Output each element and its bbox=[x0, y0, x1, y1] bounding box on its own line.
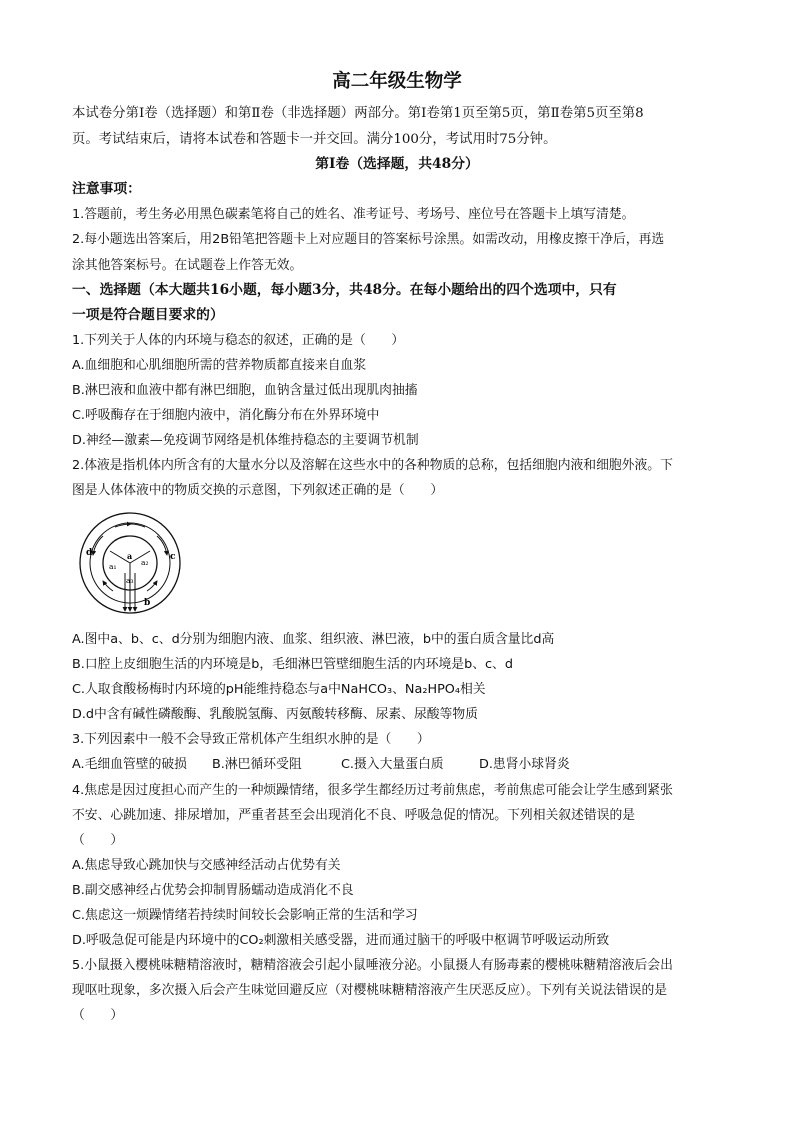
q1-stem: 1.下列关于人体的内环境与稳态的叙述，正确的是（ ） bbox=[72, 333, 405, 348]
section1-heading-cont: 一项是符合题目要求的） bbox=[72, 307, 224, 323]
q4-stem-3: （ ） bbox=[72, 833, 124, 848]
notice-1: 1.答题前，考生务必用黑色碳素笔将自己的姓名、准考证号、考场号、座位号在答题卡上填写清楚。 bbox=[72, 207, 635, 222]
label-a3: a₃ bbox=[126, 576, 134, 585]
q2-stem-1: 2.体液是指机体内所含有的大量水分以及溶解在这些水中的各种物质的总称，包括细胞内液和细胞外液。下 bbox=[72, 458, 673, 473]
q4-option-c: C.焦虑这一烦躁情绪若持续时间较长会影响正常的生活和学习 bbox=[72, 908, 418, 923]
q1-option-d: D.神经—激素—免疫调节网络是机体维持稳态的主要调节机制 bbox=[72, 433, 419, 448]
q3-stem: 3.下列因素中一般不会导致正常机体产生组织水肿的是（ ） bbox=[72, 732, 430, 747]
q2-option-c: C.人取食酸杨梅时内环境的pH能维持稳态与a中NaHCO₃、Na₂HPO₄相关 bbox=[72, 682, 486, 697]
q1-option-a: A.血细胞和心肌细胞所需的营养物质都直接来自血浆 bbox=[72, 358, 367, 373]
q2-option-a: A.图中a、b、c、d分别为细胞内液、血浆、组织液、淋巴液，b中的蛋白质含量比d高 bbox=[72, 632, 555, 647]
q3-option-a: A.毛细血管壁的破损 bbox=[72, 757, 187, 772]
notice-heading: 注意事项： bbox=[72, 181, 141, 197]
label-a2: a₂ bbox=[141, 558, 149, 567]
page-title: 高二年级生物学 bbox=[332, 71, 462, 92]
q3-option-b: B.淋巴循环受阻 bbox=[212, 757, 302, 772]
label-a1: a₁ bbox=[109, 562, 117, 571]
q1-option-b: B.淋巴液和血液中都有淋巴细胞，血钠含量过低出现肌肉抽搐 bbox=[72, 383, 418, 398]
part1-heading: 第Ⅰ卷（选择题，共48分） bbox=[315, 156, 479, 172]
q4-option-b: B.副交感神经占优势会抑制胃肠蠕动造成消化不良 bbox=[72, 883, 354, 898]
q3-option-d: D.患肾小球肾炎 bbox=[479, 757, 570, 772]
q2-stem-2: 图是人体体液中的物质交换的示意图，下列叙述正确的是（ ） bbox=[72, 483, 444, 498]
label-b: b bbox=[144, 598, 151, 608]
label-d: d bbox=[86, 548, 93, 558]
label-a: a bbox=[127, 551, 133, 561]
q4-option-a: A.焦虑导致心跳加快与交感神经活动占优势有关 bbox=[72, 858, 341, 873]
q5-stem-1: 5.小鼠摄入樱桃味糖精溶液时，糖精溶液会引起小鼠唾液分泌。小鼠摄人有肠毒素的樱桃味糖精溶液后会出 bbox=[72, 958, 673, 973]
q5-stem-2: 现呕吐现象，多次摄入后会产生味觉回避反应（对樱桃味糖精溶液产生厌恶反应）。下列有关说法错误的是 bbox=[72, 983, 668, 998]
q4-stem-2: 不安、心跳加速、排尿增加，严重者甚至会出现消化不良、呼吸急促的情况。下列相关叙述错误的是 bbox=[72, 808, 636, 823]
notice-2: 2.每小题选出答案后，用2B铅笔把答题卡上对应题目的答案标号涂黑。如需改动，用橡皮擦干净后，再选 bbox=[72, 232, 665, 247]
q2-option-b: B.口腔上皮细胞生活的内环境是b，毛细淋巴管壁细胞生活的内环境是b、c、d bbox=[72, 657, 513, 672]
section1-heading: 一、选择题（本大题共16小题，每小题3分，共48分。在每小题给出的四个选项中，只有 bbox=[72, 282, 617, 298]
intro-line-2: 页。考试结束后，请将本试卷和答题卡一并交回。满分100分，考试用时75分钟。 bbox=[72, 132, 557, 147]
q3-options bbox=[72, 755, 724, 774]
q4-option-d: D.呼吸急促可能是内环境中的CO₂刺激相关感受器，进而通过脑干的呼吸中枢调节呼吸运动所致 bbox=[72, 933, 610, 948]
q5-stem-3: （ ） bbox=[72, 1008, 124, 1023]
body-fluid-exchange-diagram bbox=[73, 511, 187, 615]
q2-option-d: D.d中含有碱性磷酸酶、乳酸脱氢酶、丙氨酸转移酶、尿素、尿酸等物质 bbox=[72, 707, 478, 722]
q1-option-c: C.呼吸酶存在于细胞内液中，消化酶分布在外界环境中 bbox=[72, 408, 380, 423]
q3-option-c: C.摄入大量蛋白质 bbox=[341, 757, 444, 772]
notice-2-cont: 涂其他答案标号。在试题卷上作答无效。 bbox=[72, 258, 303, 273]
label-c: c bbox=[170, 552, 176, 562]
q4-stem-1: 4.焦虑是因过度担心而产生的一种烦躁情绪，很多学生都经历过考前焦虑，考前焦虑可能会让学生感到紧张 bbox=[72, 783, 673, 798]
intro-line-1: 本试卷分第Ⅰ卷（选择题）和第Ⅱ卷（非选择题）两部分。第Ⅰ卷第1页至第5页，第Ⅱ卷第5页至第8 bbox=[72, 106, 644, 121]
